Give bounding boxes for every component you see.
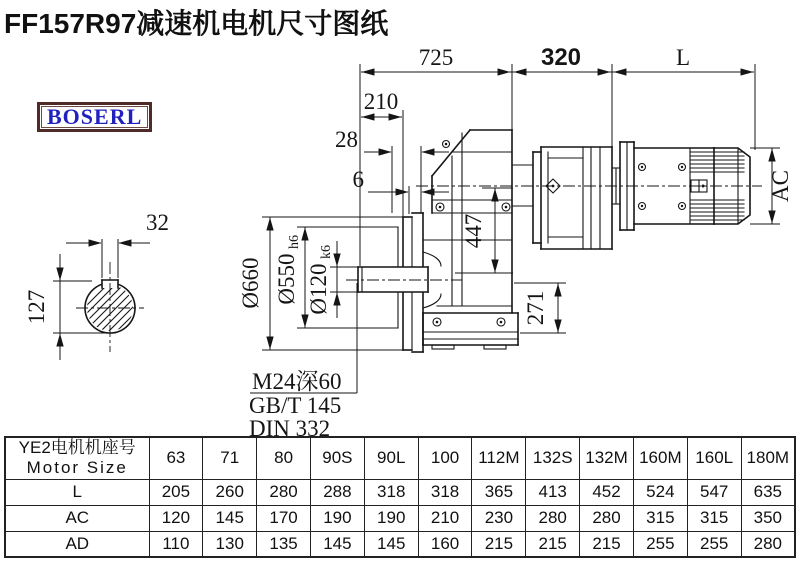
size-column-header: 132S — [526, 437, 580, 479]
row-label: AD — [5, 531, 149, 557]
size-column-header: 160M — [633, 437, 687, 479]
dim-value-cell: 288 — [310, 479, 364, 505]
note-din: DIN 332 — [249, 416, 331, 441]
dim-value-cell: 635 — [741, 479, 795, 505]
size-column-header: 90S — [310, 437, 364, 479]
size-column-header: 90L — [364, 437, 418, 479]
header-line-cn: YE2电机机座号 — [18, 438, 136, 458]
dim-value-cell: 452 — [580, 479, 634, 505]
dim-value-cell: 170 — [257, 505, 311, 531]
dim-value-cell: 318 — [364, 479, 418, 505]
motor-size-table — [4, 436, 796, 558]
dim-value-cell: 318 — [418, 479, 472, 505]
dim-value-cell: 365 — [472, 479, 526, 505]
dim-value-cell: 145 — [203, 505, 257, 531]
dim-value-cell: 547 — [687, 479, 741, 505]
dim-value-cell: 160 — [418, 531, 472, 557]
dim-label-271: 271 — [523, 290, 548, 326]
table-row-L — [5, 479, 795, 505]
header-line-en: Motor Size — [26, 458, 128, 478]
dim-value-cell: 315 — [687, 505, 741, 531]
dim-label-210: 210 — [363, 89, 399, 114]
shaft-section-view — [24, 210, 169, 363]
dim-label-660: Ø660 — [238, 257, 263, 309]
dim-label-6: 6 — [352, 167, 364, 192]
row-label: AC — [5, 505, 149, 531]
row-label: L — [5, 479, 149, 505]
dim-value-cell: 255 — [633, 531, 687, 557]
dim-label-32: 32 — [146, 210, 169, 235]
dim-value-cell: 190 — [364, 505, 418, 531]
output-shaft-and-flange — [358, 213, 441, 352]
dim-value-cell: 350 — [741, 505, 795, 531]
size-column-header: 100 — [418, 437, 472, 479]
brand-logo: BOSERL — [37, 102, 152, 132]
dim-value-cell: 120 — [149, 505, 203, 531]
dim-value-cell: 130 — [203, 531, 257, 557]
dim-value-cell: 413 — [526, 479, 580, 505]
dim-value-cell: 230 — [472, 505, 526, 531]
dim-value-cell: 110 — [149, 531, 203, 557]
dim-value-cell: 135 — [257, 531, 311, 557]
dim-value-cell: 260 — [203, 479, 257, 505]
dim-value-cell: 215 — [472, 531, 526, 557]
dim-label-AC: AC — [768, 170, 793, 202]
dim-value-cell: 145 — [364, 531, 418, 557]
dimension-32 — [66, 210, 169, 278]
dim-label-320: 320 — [540, 44, 582, 71]
dim-label-120-tol: k6 — [319, 245, 334, 259]
dim-value-cell: 280 — [741, 531, 795, 557]
dim-value-cell: 524 — [633, 479, 687, 505]
dim-label-550: Ø550 — [274, 253, 299, 305]
size-column-header: 132M — [580, 437, 634, 479]
size-column-header: 71 — [203, 437, 257, 479]
size-column-header: 160L — [687, 437, 741, 479]
dim-value-cell: 280 — [580, 505, 634, 531]
dim-label-120: Ø120 — [306, 263, 331, 315]
dim-label-550-tol: h6 — [287, 235, 302, 249]
dim-label-127: 127 — [24, 289, 49, 325]
table-row-AD — [5, 531, 795, 557]
size-column-header: 180M — [741, 437, 795, 479]
dim-value-cell: 215 — [580, 531, 634, 557]
dim-value-cell: 210 — [418, 505, 472, 531]
dim-value-cell: 205 — [149, 479, 203, 505]
adapter-gear-stage — [512, 147, 620, 249]
table-row-AC — [5, 505, 795, 531]
thread-notes — [249, 283, 357, 441]
dim-value-cell: 280 — [526, 505, 580, 531]
motor-size-header-cell — [5, 437, 149, 479]
size-column-header: 63 — [149, 437, 203, 479]
dim-label-447: 447 — [461, 213, 486, 249]
note-gbt: GB/T 145 — [249, 393, 342, 418]
page-title: FF157R97减速机电机尺寸图纸 — [4, 8, 389, 39]
dim-value-cell: 190 — [310, 505, 364, 531]
dim-value-cell: 315 — [633, 505, 687, 531]
dim-value-cell: 280 — [257, 479, 311, 505]
size-column-header: 112M — [472, 437, 526, 479]
dim-value-cell: 255 — [687, 531, 741, 557]
size-column-header: 80 — [257, 437, 311, 479]
diameter-dimensions — [238, 217, 403, 350]
dim-value-cell: 215 — [526, 531, 580, 557]
dim-label-28: 28 — [335, 127, 358, 152]
dim-label-725: 725 — [418, 45, 454, 70]
dim-value-cell: 145 — [310, 531, 364, 557]
table-header-row — [5, 437, 795, 479]
note-m24: M24深60 — [252, 369, 342, 394]
dim-label-L: L — [675, 45, 691, 70]
